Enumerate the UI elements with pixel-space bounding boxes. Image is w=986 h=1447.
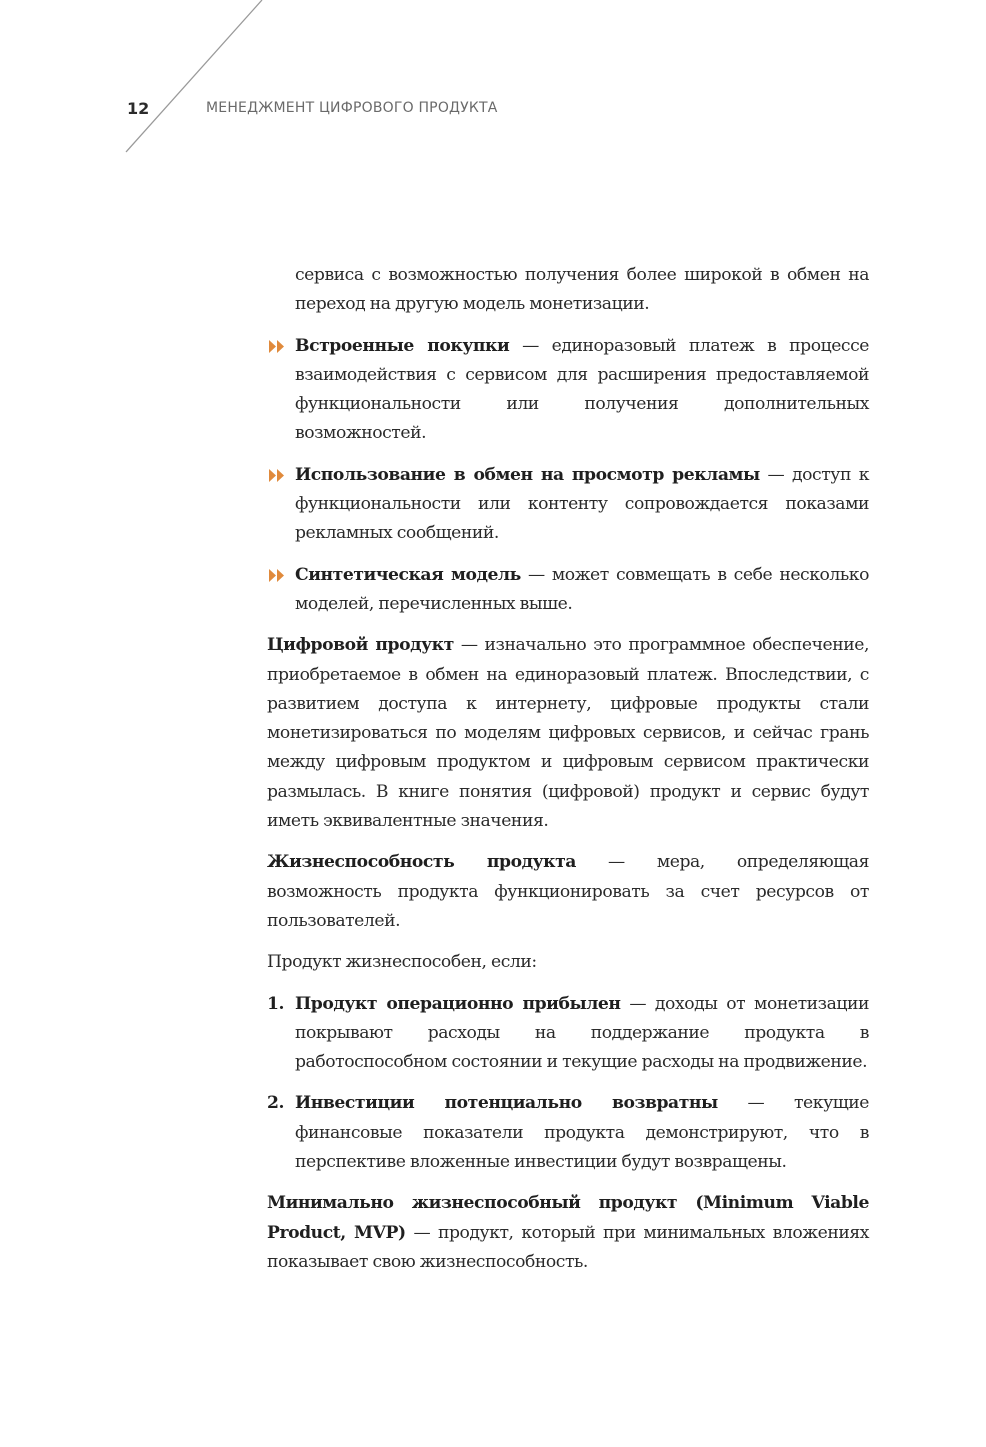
definition-term: Жизнеспособность продукта <box>267 852 576 873</box>
item-number: 2. <box>267 1093 285 1114</box>
double-chevron-right-icon <box>269 569 287 582</box>
item-number: 1. <box>267 993 285 1014</box>
viable-intro-text: Продукт жизнеспособен, если: <box>267 952 537 973</box>
bullet-text: — доступ к функциональности или контенту сопровождается показами рекламных сообщений. <box>295 464 869 544</box>
bullet-continuation <box>267 261 869 320</box>
list-item <box>267 561 869 620</box>
double-chevron-right-icon <box>269 340 287 353</box>
bullet-text: — может совмещать в себе несколько моделей, перечисленных выше. <box>295 564 869 614</box>
continuation-text: сервиса с возможностью получения более широкой в обмен на переход на другую модель монетизации. <box>295 265 869 315</box>
definition-text: — продукт, который при минимальных вложениях показывает свою жизнеспособность. <box>267 1222 869 1272</box>
numbered-item <box>267 990 869 1078</box>
bullet-term: Использование в обмен на просмотр рекламы <box>295 464 760 485</box>
running-title: МЕНЕДЖМЕНТ ЦИФРОВОГО ПРОДУКТА <box>206 100 498 116</box>
bullet-term: Встроенные покупки <box>295 335 510 356</box>
numbered-text: — доходы от монетизации покрывают расходы на поддержание продукта в работоспособном состоянии и текущие расходы на продвижение. <box>295 993 869 1073</box>
definition-term: Минимально жизнеспособный продукт (Minimum Viable Product, MVP) <box>267 1193 869 1243</box>
numbered-text: — текущие финансовые показатели продукта демонстрируют, что в перспективе вложенные инвестиции будут возвращены. <box>295 1093 869 1173</box>
list-item <box>267 332 869 449</box>
definition-mvp <box>267 1189 869 1277</box>
definition-text: — изначально это программное обеспечение, приобретаемое в обмен на единоразовый платеж. Впоследствии, с развитием доступа к интернету, цифровые продукты стали монетизироваться по моделям цифровых сервисов, и сейчас грань между цифровым продуктом и цифровым сервисом практически размылась. В книге понятия (цифровой) продукт и сервис будут иметь эквивалентные значения. <box>267 635 869 832</box>
list-item <box>267 461 869 549</box>
numbered-term: Инвестиции потенциально возвратны <box>295 1093 718 1114</box>
definition-digital-product <box>267 631 869 836</box>
viable-intro <box>267 948 869 977</box>
definition-viability <box>267 848 869 936</box>
numbered-term: Продукт операционно прибылен <box>295 993 621 1014</box>
header-diagonal-rule <box>0 0 300 170</box>
page-body <box>267 261 869 1289</box>
definition-text: — мера, определяющая возможность продукта функционировать за счет ресурсов от пользователей. <box>267 852 869 931</box>
numbered-item <box>267 1089 869 1177</box>
page-number: 12 <box>127 99 150 118</box>
double-chevron-right-icon <box>269 469 287 482</box>
bullet-term: Синтетическая модель <box>295 564 521 585</box>
definition-term: Цифровой продукт <box>267 635 454 656</box>
bullet-text: — единоразовый платеж в процессе взаимодействия с сервисом для расширения предоставляемой функциональности или получения дополнительных возможностей. <box>295 335 869 444</box>
